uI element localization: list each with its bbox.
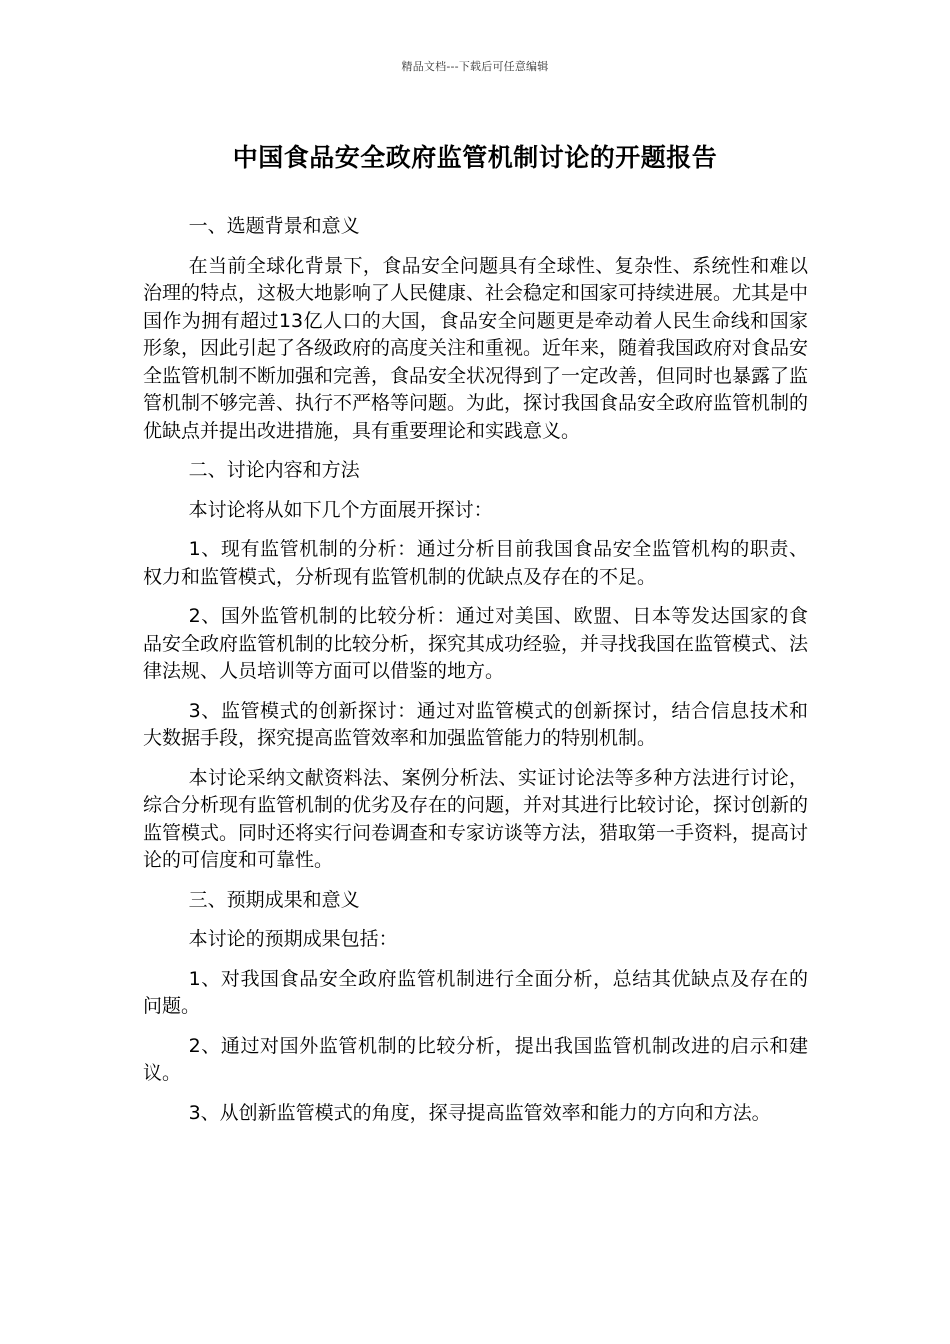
- paragraph-item-2: 2、国外监管机制的比较分析：通过对美国、欧盟、日本等发达国家的食品安全政府监管机制的比较分析，探究其成功经验，并寻找我国在监管模式、法律法规、人员培训等方面可以借鉴的地方。: [143, 605, 809, 682]
- paragraph-item-1: 1、现有监管机制的分析：通过分析目前我国食品安全监管机构的职责、权力和监管模式，分析现有监管机制的优缺点及存在的不足。: [143, 538, 808, 588]
- section-heading-content-method: 二、讨论内容和方法: [188, 459, 360, 481]
- document-body: [143, 213, 808, 1139]
- paragraph-methods: 本讨论采纳文献资料法、案例分析法、实证讨论法等多种方法进行讨论，综合分析现有监管机制的优劣及存在的问题，并对其进行比较讨论，探讨创新的监管模式。同时还将实行问卷调查和专家访谈等方法，猎取第一手资料，提高讨论的可信度和可靠性。: [143, 766, 809, 871]
- paragraph-result-2: 2、通过对国外监管机制的比较分析，提出我国监管机制改进的启示和建议。: [143, 1034, 808, 1084]
- paragraph-background: 在当前全球化背景下，食品安全问题具有全球性、复杂性、系统性和难以治理的特点，这极大地影响了人民健康、社会稳定和国家可持续进展。尤其是中国作为拥有超过13亿人口的大国，食品安全问题更是牵动着人民生命线和国家形象，因此引起了各级政府的高度关注和重视。近年来，随着我国政府对食品安全监管机制不断加强和完善，食品安全状况得到了一定改善，但同时也暴露了监管机制不够完善、执行不严格等问题。为此，探讨我国食品安全政府监管机制的优缺点并提出改进措施，具有重要理论和实践意义。: [143, 254, 809, 442]
- header-note: 精品文档---下载后可任意编辑: [401, 60, 549, 73]
- paragraph-intro-aspects: 本讨论将从如下几个方面展开探讨：: [188, 498, 493, 521]
- document-title: 中国食品安全政府监管机制讨论的开题报告: [232, 143, 718, 172]
- paragraph-results-intro: 本讨论的预期成果包括：: [188, 928, 398, 950]
- paragraph-item-3: 3、监管模式的创新探讨：通过对监管模式的创新探讨，结合信息技术和大数据手段，探究提高监管效率和加强监管能力的特别机制。: [143, 699, 808, 749]
- paragraph-result-3: 3、从创新监管模式的角度，探寻提高监管效率和能力的方向和方法。: [188, 1101, 771, 1124]
- section-heading-expected-results: 三、预期成果和意义: [188, 888, 360, 911]
- section-heading-background: 一、选题背景和意义: [188, 215, 360, 237]
- paragraph-result-1: 1、对我国食品安全政府监管机制进行全面分析，总结其优缺点及存在的问题。: [143, 967, 808, 1017]
